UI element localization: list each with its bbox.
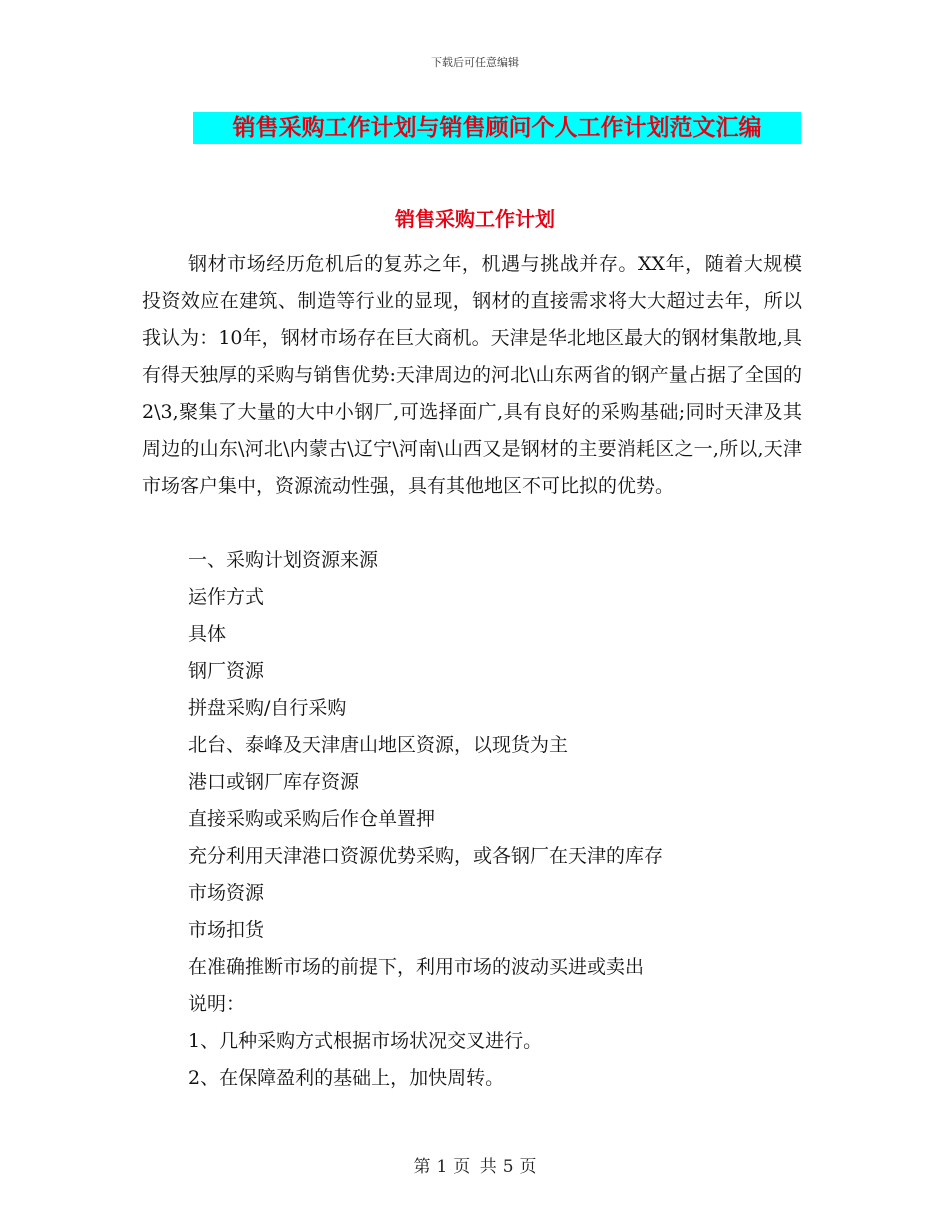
intro-paragraph: 钢材市场经历危机后的复苏之年，机遇与挑战并存。XX年，随着大规模投资效应在建筑、制造等行业的显现，钢材的直接需求将大大超过去年，所以我认为：10年，钢材市场存在巨大商机。天津是华北地区最大的钢材集散地,具有得天独厚的采购与销售优势:天津周边的河北\山东两省的钢产量占据了全国的2\3,聚集了大量的大中小钢厂,可选择面广,具有良好的采购基础;同时天津及其周边的山东\河北\内蒙古\辽宁\河南\山西又是钢材的主要消耗区之一,所以,天津市场客户集中，资源流动性强，具有其他地区不可比拟的优势。 [142,253,802,497]
content-line: 充分利用天津港口资源优势采购，或各钢厂在天津的库存 [188,845,664,867]
page-suffix: 页 [519,1157,537,1177]
page-total: 5 [502,1157,514,1177]
content-line: 2、在保障盈利的基础上，加快周转。 [188,1067,505,1089]
content-line: 港口或钢厂库存资源 [188,771,360,793]
content-line: 一、采购计划资源来源 [188,549,379,571]
content-line: 说明： [188,993,246,1015]
content-line: 市场扣货 [188,919,265,941]
document-title: 销售采购工作计划与销售顾问个人工作计划范文汇编 [232,115,762,141]
content-line: 1、几种采购方式根据市场状况交叉进行。 [188,1030,543,1052]
page-footer [0,1152,950,1177]
page-mid: 页 共 [453,1157,497,1177]
content-line: 运作方式 [188,586,265,608]
header-note: 下载后可任意编辑 [431,56,519,69]
content-line: 具体 [188,623,227,645]
content-line: 拼盘采购/自行采购 [188,697,347,719]
section-title: 销售采购工作计划 [395,207,555,231]
content-line: 在准确推断市场的前提下，利用市场的波动买进或卖出 [188,956,645,978]
content-lines [188,542,808,1097]
content-line: 市场资源 [188,882,265,904]
content-line: 钢厂资源 [188,660,265,682]
content-line: 北台、泰峰及天津唐山地区资源，以现货为主 [188,734,569,756]
page-current: 1 [436,1157,448,1177]
page-prefix: 第 [413,1157,431,1177]
content-line: 直接采购或采购后作仓单置押 [188,808,436,830]
